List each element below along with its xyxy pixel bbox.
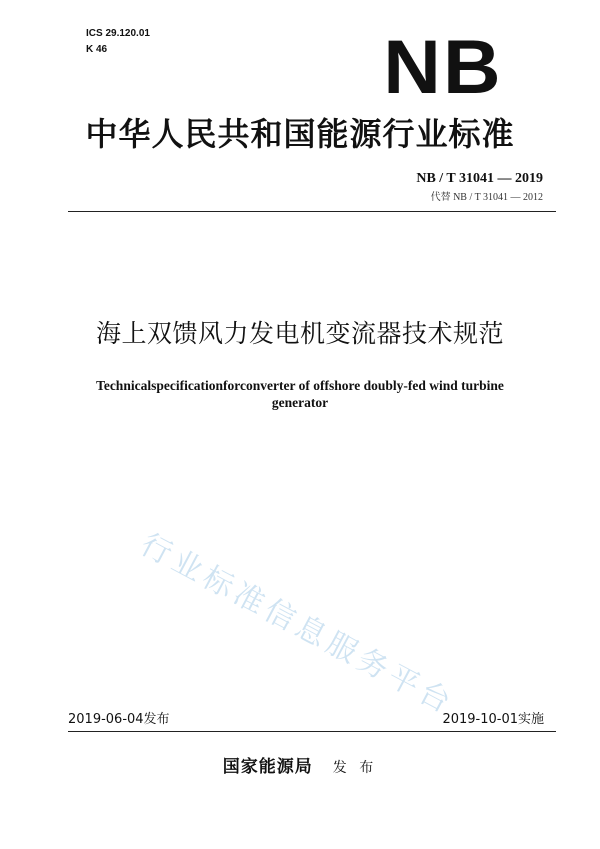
ics-code: ICS 29.120.01	[86, 28, 150, 39]
implementation-date: 2019-10-01实施	[442, 712, 544, 727]
publisher-line	[0, 752, 600, 777]
top-divider	[68, 211, 556, 212]
nb-logo: NB	[383, 25, 503, 110]
publish-date: 2019-06-04发布	[68, 712, 170, 727]
standard-number: NB / T 31041 — 2019	[416, 171, 543, 186]
bottom-divider	[68, 731, 556, 732]
publisher-name: 国家能源局	[222, 757, 313, 777]
english-title: Technicalspecificationforconverter of offshore doubly-fed wind turbine generator	[96, 378, 504, 410]
chinese-title: 海上双馈风力发电机变流器技术规范	[95, 319, 504, 348]
replaces-standard: 代替 NB / T 31041 — 2012	[430, 192, 543, 203]
watermark: 行业标准信息服务平台	[134, 527, 461, 723]
organization-title: 中华人民共和国能源行业标准	[85, 115, 515, 153]
publish-label: 发 布	[332, 760, 378, 776]
classification-code: K 46	[86, 44, 108, 55]
